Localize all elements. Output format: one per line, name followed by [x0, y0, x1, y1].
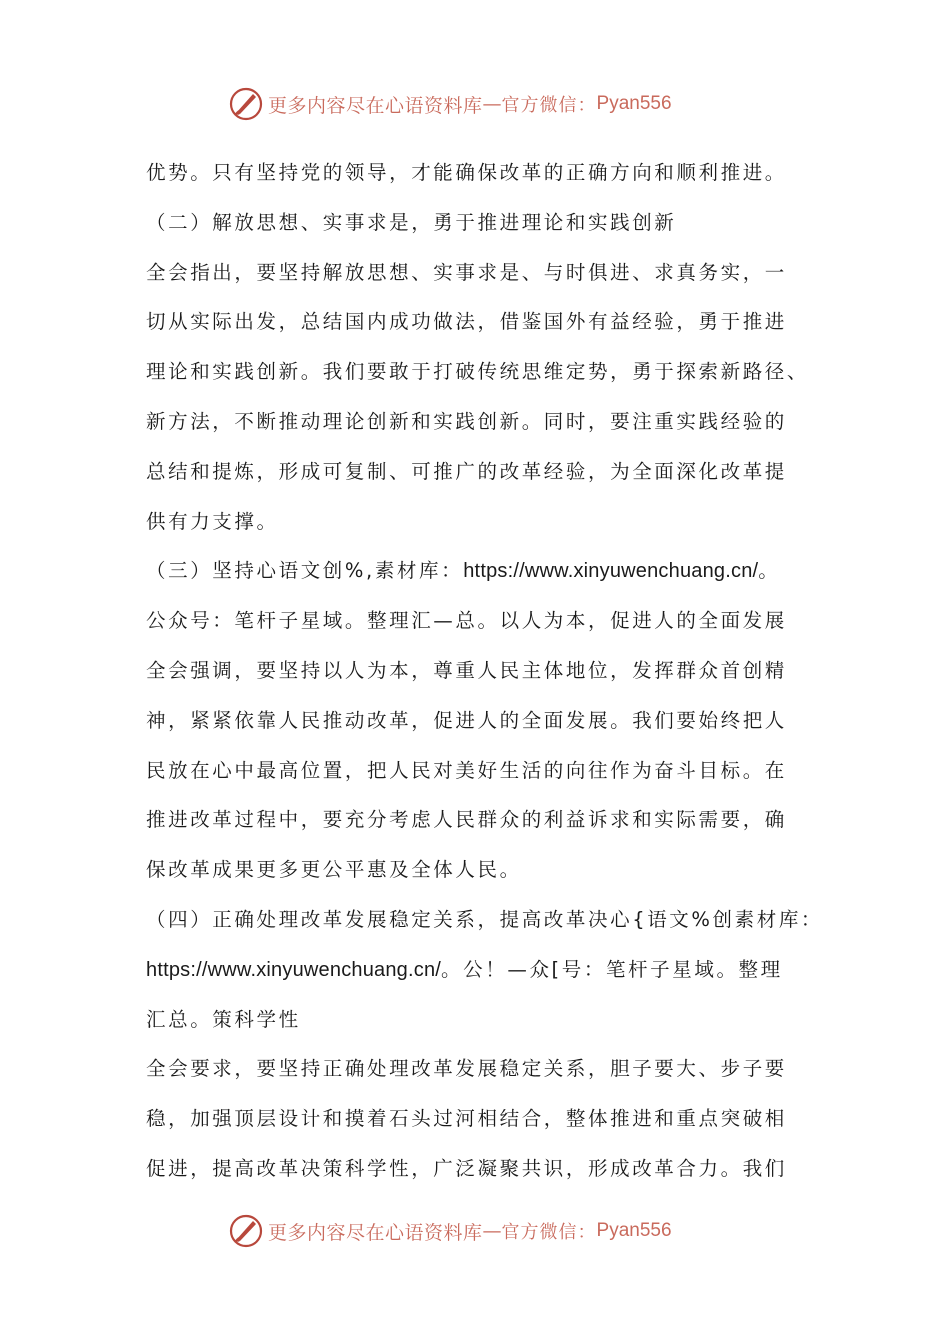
header-banner	[228, 84, 672, 124]
section-heading-4: （四）正确处理改革发展稳定关系，提高改革决心{语文%创素材库：	[146, 907, 824, 931]
line-suffix: 。公！—众[号：笔杆子星域。整理	[441, 957, 783, 981]
text-line: 优势。只有坚持党的领导，才能确保改革的正确方向和顺利推进。	[146, 161, 787, 184]
text-line: 保改革成果更多更公平惠及全体人民。	[146, 858, 522, 882]
text-line: 推进改革过程中，要充分考虑人民群众的利益诉求和实际需要，确	[146, 808, 787, 832]
footer-banner	[228, 1211, 672, 1251]
text-line: 稳，加强顶层设计和摸着石头过河相结合，整体推进和重点突破相	[146, 1107, 787, 1131]
text-line	[146, 945, 816, 995]
banner-title: 更多内容尽在心语资料库	[268, 94, 483, 117]
text-line: 全会强调，要坚持以人为本，尊重人民主体地位，发挥群众首创精	[146, 658, 787, 682]
text-line: 全会指出，要坚持解放思想、实事求是、与时俱进、求真务实，一	[146, 260, 787, 284]
text-line: 神，紧紧依靠人民推动改革，促进人的全面发展。我们要始终把人	[146, 708, 787, 732]
resource-url: https://www.xinyuwenchuang.cn/	[146, 958, 442, 981]
section-heading-3	[146, 546, 816, 596]
text-line: 理论和实践创新。我们要敢于打破传统思维定势，勇于探索新路径、	[146, 360, 810, 384]
banner-wechat-label: 官方微信：	[501, 1222, 597, 1243]
resource-url: https://www.xinyuwenchuang.cn/	[463, 560, 759, 583]
banner-dash: —	[482, 1220, 502, 1242]
text-line: 全会要求，要坚持正确处理改革发展稳定关系，胆子要大、步子要	[146, 1057, 787, 1081]
banner-dash: —	[482, 93, 502, 115]
document-body	[146, 148, 824, 1194]
quill-logo-icon	[228, 1213, 264, 1249]
banner-wechat-id: Pyan556	[596, 1220, 672, 1241]
banner-wechat-id: Pyan556	[596, 93, 672, 114]
heading-suffix: 。	[758, 559, 781, 583]
text-line: 促进，提高改革决策科学性，广泛凝聚共识，形成改革合力。我们	[146, 1156, 787, 1180]
quill-logo-icon	[228, 86, 264, 122]
banner-wechat-label: 官方微信：	[501, 95, 597, 116]
banner-title: 更多内容尽在心语资料库	[268, 1221, 483, 1244]
text-line: 民放在心中最高位置，把人民对美好生活的向往作为奋斗目标。在	[146, 758, 787, 782]
text-line: 公众号：笔杆子星域。整理汇—总。以人为本，促进人的全面发展	[146, 609, 787, 633]
section-heading-2: （二）解放思想、实事求是，勇于推进理论和实践创新	[146, 210, 677, 234]
text-line: 总结和提炼，形成可复制、可推广的改革经验，为全面深化改革提	[146, 459, 787, 483]
text-line: 切从实际出发，总结国内成功做法，借鉴国外有益经验，勇于推进	[146, 310, 787, 334]
text-line: 汇总。策科学性	[146, 1007, 301, 1031]
text-line: 新方法，不断推动理论创新和实践创新。同时，要注重实践经验的	[146, 409, 787, 433]
text-line: 供有力支撑。	[146, 509, 279, 533]
heading-prefix: （三）坚持心语文创%,素材库：	[146, 559, 464, 583]
